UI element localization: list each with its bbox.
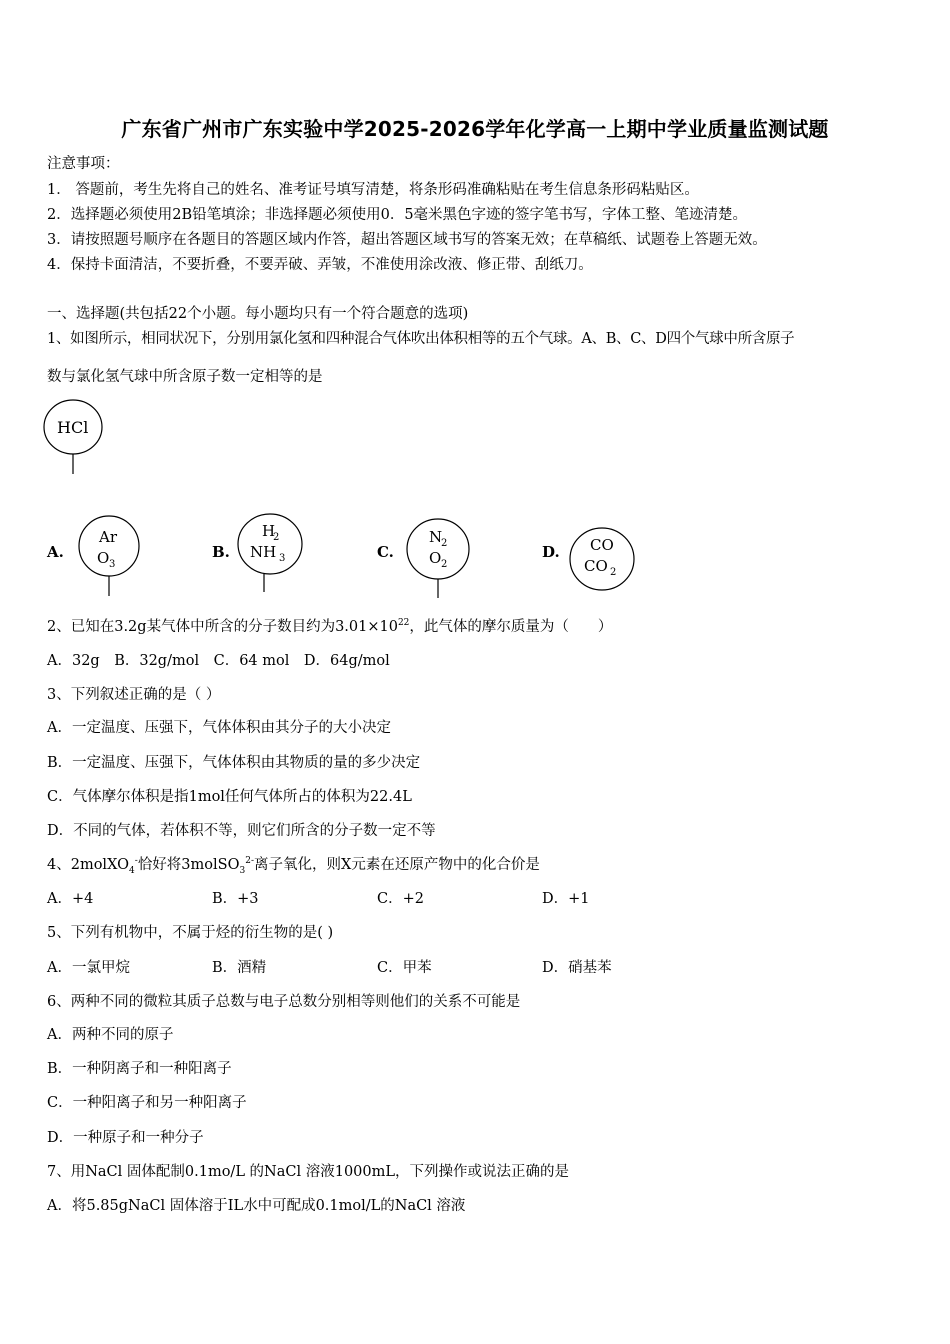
balloon-b-h: H [262, 522, 276, 540]
question-4-option-c: C．+2 [377, 891, 424, 907]
question-2-options: A．32g B．32g/mol C．64 mol D．64g/mol [47, 653, 390, 669]
balloon-a-sub: 3 [109, 559, 116, 570]
balloon-a-figure [76, 514, 146, 604]
hcl-balloon-figure [40, 398, 110, 478]
notice-item: 3．请按照题号顺序在各题目的答题区域内作答，超出答题区域书写的答案无效；在草稿纸、试题卷上答题无效。 [47, 232, 767, 248]
balloon-c-o: O [429, 549, 442, 567]
q1-option-b-label: B. [212, 543, 230, 561]
question-1-stem: 1、如图所示，相同状况下，分别用氯化氢和四种混合气体吹出体积相等的五个气球。A、B、C、D四个气球中所含原子 [47, 331, 795, 347]
balloon-a-ar: Ar [99, 528, 118, 546]
question-6-option-b: B．一种阴离子和一种阳离子 [47, 1061, 232, 1077]
balloon-b-nh: NH [250, 543, 277, 561]
balloon-b-figure [234, 512, 306, 602]
question-5-option-c: C．甲苯 [377, 960, 432, 976]
question-2-stem: 2、已知在3.2g某气体中所含的分子数目约为$3.01\times 10^{22}$，此气体的摩尔质量为（ ） [47, 618, 613, 635]
question-3-option-a: A．一定温度、压强下，气体体积由其分子的大小决定 [47, 720, 391, 736]
question-3-option-d: D．不同的气体，若体积不等，则它们所含的分子数一定不等 [47, 823, 436, 839]
balloon-d-figure [566, 524, 640, 604]
question-3-option-b: B．一定温度、压强下，气体体积由其物质的量的多少决定 [47, 755, 421, 771]
question-7-option-a: A．将5.85gNaCl 固体溶于IL水中可配成0.1mol/L的NaCl 溶液 [47, 1198, 466, 1214]
balloon-b-sub2: 3 [279, 553, 286, 564]
q1-option-a-label: A. [47, 543, 64, 561]
notice-item: 1． 答题前，考生先将自己的姓名、准考证号填写清楚，将条形码准确粘贴在考生信息条形码粘贴区。 [47, 182, 699, 198]
question-5-option-d: D．硝基苯 [542, 960, 612, 976]
balloon-d-sub: 2 [610, 567, 617, 578]
question-6-stem: 6、两种不同的微粒其质子总数与电子总数分别相等则他们的关系不可能是 [47, 994, 521, 1010]
balloon-d-co: CO [590, 536, 614, 554]
question-4-stem: 4、2molXO$_4$-恰好将3molSO$_3^{2-}$离子氧化，则X元素在还原产物中的化合价是 [47, 856, 540, 876]
question-6-option-a: A．两种不同的原子 [47, 1027, 174, 1043]
balloon-c-sub1: 2 [441, 538, 448, 549]
question-1-stem-cont: 数与氯化氢气球中所含原子数一定相等的是 [47, 369, 323, 385]
balloon-c-figure [403, 516, 475, 606]
balloon-b-sub1: 2 [273, 532, 280, 543]
hcl-label: HCl [57, 418, 89, 437]
question-6-option-d: D．一种原子和一种分子 [47, 1130, 204, 1146]
question-3-option-c: C．气体摩尔体积是指1mol任何气体所占的体积为22.4L [47, 789, 412, 805]
q1-option-d-label: D. [542, 543, 560, 561]
q1-option-c-label: C. [377, 543, 394, 561]
question-4-option-d: D．+1 [542, 891, 590, 907]
question-4-option-b: B．+3 [212, 891, 259, 907]
question-5-option-b: B．酒精 [212, 960, 267, 976]
section-heading: 一、选择题(共包括22个小题。每小题均只有一个符合题意的选项) [47, 306, 469, 322]
question-5-stem: 5、下列有机物中，不属于烃的衍生物的是( ) [47, 925, 334, 941]
notice-item: 2．选择题必须使用2B铅笔填涂；非选择题必须使用0．5毫米黑色字迹的签字笔书写，字体工整、笔迹清楚。 [47, 207, 748, 223]
question-7-stem: 7、用NaCl 固体配制0.1mo/L 的NaCl 溶液1000mL，下列操作或说法正确的是 [47, 1164, 570, 1180]
balloon-c-n: N [429, 528, 443, 546]
question-3-stem: 3、下列叙述正确的是（ ） [47, 687, 221, 703]
notice-item: 4．保持卡面清洁，不要折叠，不要弄破、弄皱，不准使用涂改液、修正带、刮纸刀。 [47, 257, 593, 273]
page-title: 广东省广州市广东实验中学2025-2026学年化学高一上期中学业质量监测试题 [121, 117, 829, 141]
balloon-d-co2: CO [584, 557, 608, 575]
balloon-a-o: O [97, 549, 110, 567]
notice-heading: 注意事项： [47, 156, 120, 172]
question-6-option-c: C．一种阳离子和另一种阳离子 [47, 1095, 247, 1111]
balloon-c-sub2: 2 [441, 559, 448, 570]
question-5-option-a: A．一氯甲烷 [47, 960, 130, 976]
question-4-option-a: A．+4 [47, 891, 94, 907]
